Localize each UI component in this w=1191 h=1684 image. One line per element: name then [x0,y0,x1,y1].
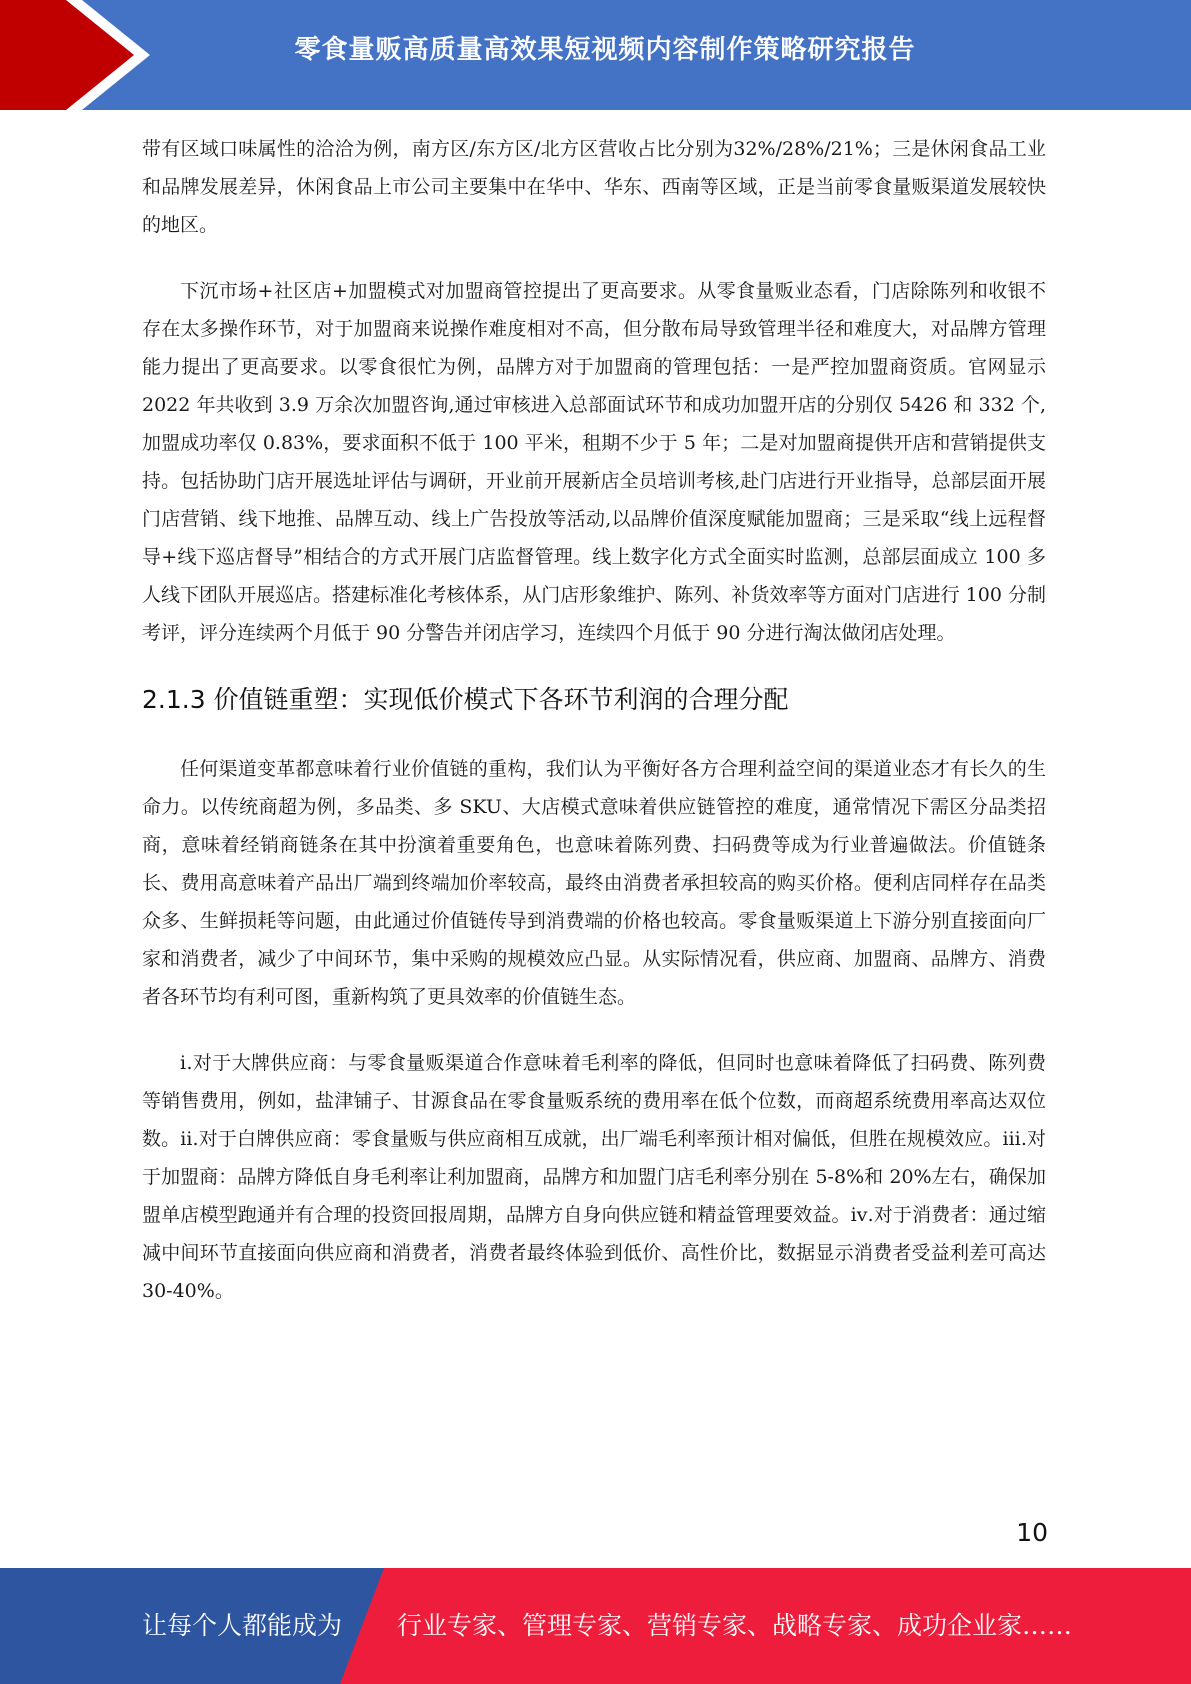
paragraph-franchise-management: 下沉市场+社区店+加盟模式对加盟商管控提出了更高要求。从零食量贩业态看，门店除陈列和收银不存在太多操作环节，对于加盟商来说操作难度相对不高，但分散布局导致管理半径和难度大，对品牌方管理能力提出了更高要求。以零食很忙为例，品牌方对于加盟商的管理包括：一是严控加盟商资质。官网显示 2022 年共收到 3.9 万余次加盟咨询,通过审核进入总部面试环节和成功加盟开店的分别仅 5426 和 332 个,加盟成功率仅 0.83%，要求面积不低于 100 平米，租期不少于 5 年；二是对加盟商提供开店和营销提供支持。包括协助门店开展选址评估与调研，开业前开展新店全员培训考核,赴门店进行开业指导，总部层面开展门店营销、线下地推、品牌互动、线上广告投放等活动,以品牌价值深度赋能加盟商；三是采取“线上远程督导+线下巡店督导”相结合的方式开展门店监督管理。线上数字化方式全面实时监测，总部层面成立 100 多人线下团队开展巡店。搭建标准化考核体系，从门店形象维护、陈列、补货效率等方面对门店进行 100 分制考评，评分连续两个月低于 90 分警告并闭店学习，连续四个月低于 90 分进行淘汰做闭店处理。 [142,280,1046,644]
header-arrow-icon [0,0,140,110]
page-footer [0,1568,1191,1684]
footer-slogan-left: 让每个人都能成为 [142,1611,343,1640]
page-header [0,0,1191,110]
paragraph-stakeholders: ⅰ.对于大牌供应商：与零食量贩渠道合作意味着毛利率的降低，但同时也意味着降低了扫码费、陈列费等销售费用，例如，盐津铺子、甘源食品在零食量贩系统的费用率在低个位数，而商超系统费用率高达双位数。ⅱ.对于白牌供应商：零食量贩与供应商相互成就，出厂端毛利率预计相对偏低，但胜在规模效应。ⅲ.对于加盟商：品牌方降低自身毛利率让利加盟商，品牌方和加盟门店毛利率分别在 5-8%和 20%左右，确保加盟单店模型跑通并有合理的投资回报周期，品牌方自身向供应链和精益管理要效益。ⅳ.对于消费者：通过缩减中间环节直接面向供应商和消费者，消费者最终体验到低价、高性价比，数据显示消费者受益利差可高达 30-40%。 [142,1052,1046,1302]
paragraph-value-chain: 任何渠道变革都意味着行业价值链的重构，我们认为平衡好各方合理利益空间的渠道业态才有长久的生命力。以传统商超为例，多品类、多 SKU、大店模式意味着供应链管控的难度，通常情况下需区分品类招商，意味着经销商链条在其中扮演着重要角色，也意味着陈列费、扫码费等成为行业普遍做法。价值链条长、费用高意味着产品出厂端到终端加价率较高，最终由消费者承担较高的购买价格。便利店同样存在品类众多、生鲜损耗等问题，由此通过价值链传导到消费端的价格也较高。零食量贩渠道上下游分别直接面向厂家和消费者，减少了中间环节，集中采购的规模效应凸显。从实际情况看，供应商、加盟商、品牌方、消费者各环节均有利可图，重新构筑了更具效率的价值链生态。 [142,758,1046,1008]
paragraph-regional-taste: 带有区域口味属性的洽洽为例，南方区/东方区/北方区营收占比分别为32%/28%/21%；三是休闲食品工业和品牌发展差异，休闲食品上市公司主要集中在华中、华东、西南等区域，正是当前零食量贩渠道发展较快的地区。 [142,138,1046,236]
page-number: 10 [1016,1518,1048,1547]
report-title: 零食量贩高质量高效果短视频内容制作策略研究报告 [294,35,916,65]
section-heading: 2.1.3 价值链重塑：实现低价模式下各环节利润的合理分配 [142,685,789,714]
footer-slogan-right: 行业专家、管理专家、营销专家、战略专家、成功企业家…… [397,1611,1073,1640]
document-body [142,130,1046,1310]
